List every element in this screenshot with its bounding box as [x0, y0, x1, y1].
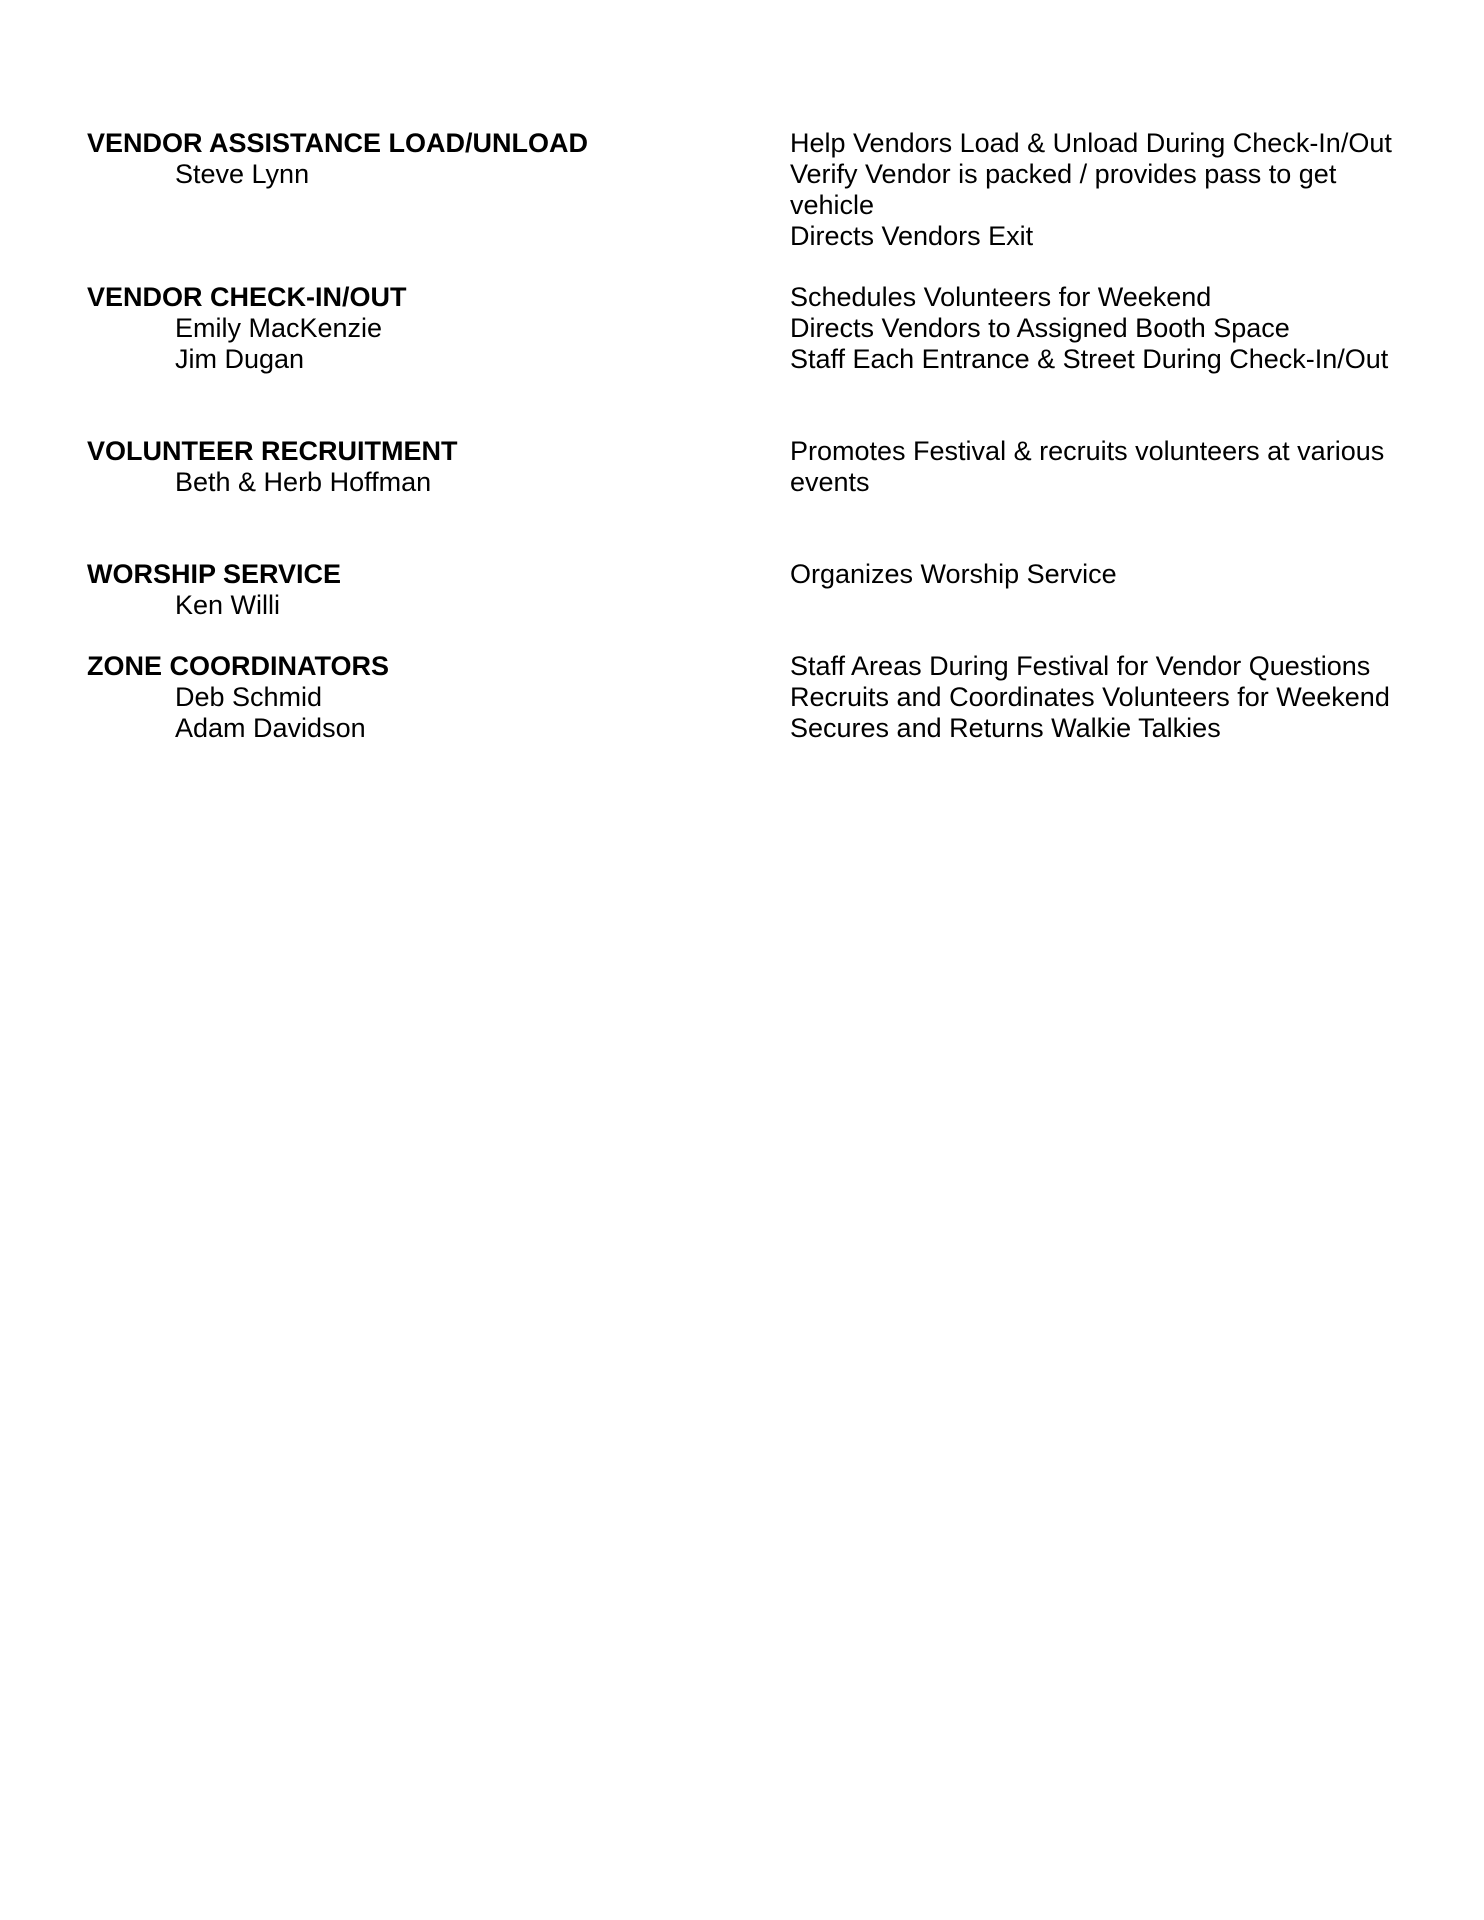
section-left-column	[87, 128, 767, 190]
section-left-column	[87, 651, 767, 744]
duty-item: Verify Vendor is packed / provides pass to get vehicle	[790, 159, 1337, 220]
duty-item: Help Vendors Load & Unload During Check-In/Out	[790, 128, 1392, 158]
section-duties	[790, 128, 1410, 252]
committee-member: Emily MacKenzie	[175, 313, 383, 343]
section-duties	[790, 436, 1410, 498]
section-left-column	[87, 436, 767, 498]
section-heading: WORSHIP SERVICE	[87, 559, 342, 589]
section-heading: VENDOR ASSISTANCE LOAD/UNLOAD	[87, 128, 589, 158]
section-duties	[790, 651, 1410, 744]
section-heading: VOLUNTEER RECRUITMENT	[87, 436, 458, 466]
section-duties	[790, 282, 1410, 375]
duty-item: Schedules Volunteers for Weekend	[790, 282, 1212, 312]
duty-item: Organizes Worship Service	[790, 559, 1117, 589]
section-heading: VENDOR CHECK-IN/OUT	[87, 282, 407, 312]
section-duties	[790, 559, 1410, 590]
section-heading: ZONE COORDINATORS	[87, 651, 390, 681]
duty-item: Staff Each Entrance & Street During Check-In/Out	[790, 344, 1389, 374]
committee-member: Adam Davidson	[175, 713, 366, 743]
duty-item: Directs Vendors Exit	[790, 221, 1034, 251]
committee-member: Beth & Herb Hoffman	[175, 467, 432, 497]
section-left-column	[87, 282, 767, 375]
duty-item: Promotes Festival & recruits volunteers at various events	[790, 436, 1385, 497]
section-left-column	[87, 559, 767, 621]
committee-member: Steve Lynn	[175, 159, 310, 189]
committee-member: Deb Schmid	[175, 682, 323, 712]
duty-item: Recruits and Coordinates Volunteers for Weekend	[790, 682, 1390, 712]
duty-item: Directs Vendors to Assigned Booth Space	[790, 313, 1290, 343]
committee-member: Jim Dugan	[175, 344, 305, 374]
duty-item: Secures and Returns Walkie Talkies	[790, 713, 1221, 743]
committee-member: Ken Willi	[175, 590, 281, 620]
duty-item: Staff Areas During Festival for Vendor Questions	[790, 651, 1371, 681]
